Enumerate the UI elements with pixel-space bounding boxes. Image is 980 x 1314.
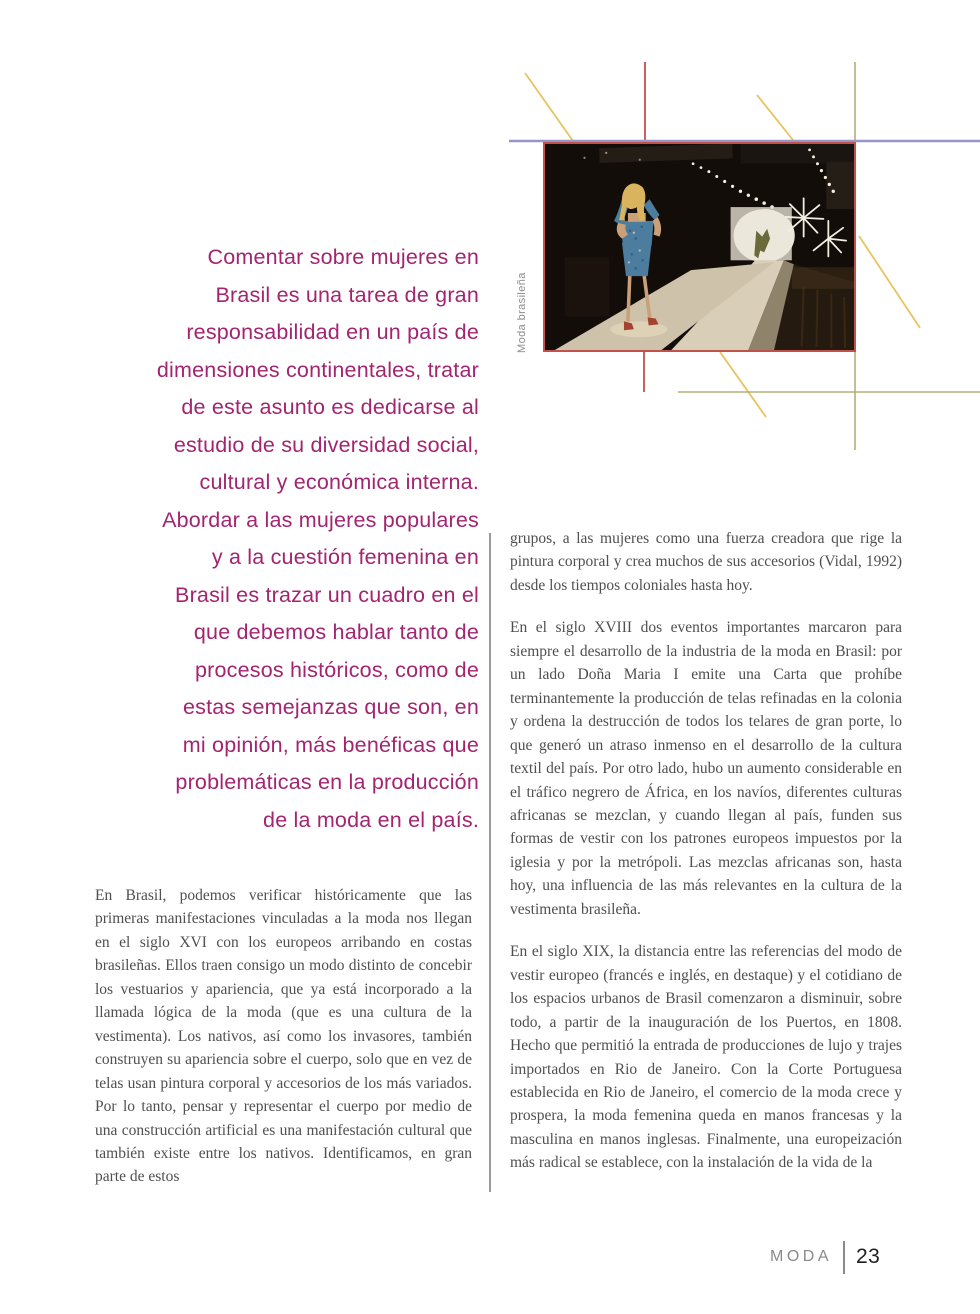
pull-quote-line: Abordar a las mujeres populares bbox=[162, 507, 479, 532]
pull-quote-line: de la moda en el país. bbox=[263, 807, 479, 832]
pull-quote-line: que debemos hablar tanto de bbox=[193, 620, 479, 644]
pull-quote-line: estas semejanzas que son, en bbox=[182, 695, 479, 719]
column-divider bbox=[489, 533, 491, 1192]
decor-diagonal-yellow-3 bbox=[859, 236, 920, 328]
pull-quote-line: dimensiones continentales, tratar bbox=[156, 357, 479, 382]
pull-quote-line: problemáticas en la producción bbox=[175, 770, 479, 794]
pull-quote-line: y a la cuestión femenina en bbox=[211, 545, 479, 569]
photo-caption: Moda brasileña bbox=[516, 272, 528, 353]
pull-quote-line: Brasil es una tarea de gran bbox=[215, 282, 479, 307]
pull-quote-line: mi opinión, más benéficas que bbox=[182, 732, 479, 757]
footer-section-label: MODA bbox=[770, 1248, 832, 1265]
decor-diagonal-yellow-2 bbox=[757, 95, 793, 140]
body-paragraph: En el siglo XVIII dos eventos importantes marcaron para siempre el desarrollo de la industria de la moda en Brasil: por un lado Doña Maria I emite una Carta que prohíbe terminantemente la producción de telas refinadas en la colonia y ordena la destrucción de todos los telares de gran porte, lo que generó un atraso inmenso en el desarrollo de la cultura textil del país. Por otro lado, hubo un aumento considerable en el tráfico negrero de África, en los navíos, diferentes culturas africanas se mezclan, y cuando llegan al país, funden sus formas de vestir con los patrones europeos impuestos por la iglesia y por la metrópoli. Las mezclas africanas son, hasta hoy, una influencia de las más relevantes en la cultura de la vestimenta brasileña. bbox=[510, 619, 902, 918]
pull-quote-line: estudio de su diversidad social, bbox=[173, 432, 479, 457]
page-number: 23 bbox=[856, 1245, 881, 1268]
left-column bbox=[95, 884, 472, 1208]
fashion-runway-photo bbox=[543, 142, 856, 352]
pull-quote-line: de este asunto es dedicarse al bbox=[181, 395, 479, 419]
page-footer bbox=[770, 1239, 880, 1275]
pull-quote-line: responsabilidad en un país de bbox=[186, 320, 479, 344]
body-paragraph: grupos, a las mujeres como una fuerza creadora que rige la pintura corporal y crea muchos de sus accesorios (Vidal, 1992) desde los tiempos coloniales hasta hoy. bbox=[510, 530, 902, 594]
pull-quote-line: procesos históricos, como de bbox=[194, 657, 479, 682]
decor-diagonal-yellow-1 bbox=[525, 73, 573, 141]
pull-quote bbox=[116, 239, 479, 839]
right-column bbox=[510, 527, 902, 1194]
pull-quote-line: Comentar sobre mujeres en bbox=[207, 245, 479, 269]
decor-diagonal-yellow-4 bbox=[720, 352, 766, 417]
footer-divider-bar bbox=[843, 1241, 845, 1274]
pull-quote-line: Brasil es trazar un cuadro en el bbox=[175, 582, 479, 607]
body-paragraph: En el siglo XIX, la distancia entre las referencias del modo de vestir europeo (francés e inglés, en destaque) y el cotidiano de los espacios urbanos de Brasil comenzaron a disminuir, sobre todo, a partir de la inauguración de los Puertos, en 1808. Hecho que permitió la entrada de producciones de lujo y trajes importados en Rio de Janeiro. Con la Corte Portuguesa establecida en Rio de Janeiro, el comercio de la moda crece y prospera, la moda femenina queda en manos francesas y la masculina en manos inglesas. Finalmente, una europeización más radical se establece, con la instalación de la vida de la bbox=[510, 943, 902, 1172]
runway-scene bbox=[545, 144, 854, 350]
body-paragraph: En Brasil, podemos verificar históricamente que las primeras manifestaciones vinculadas a la moda nos llegan en el siglo XVI con los europeos arribando en costas brasileñas. Ellos traen consigo un modo distinto de concebir los vestuarios y apariencia, que ya está incorporado a la llamada lógica de la moda (que es una cultura de la vestimenta). Los nativos, así como los invasores, también construyen su apariencia sobre el cuerpo, solo que en vez de telas usan pintura corporal y accesorios de los más variados. Por lo tanto, pensar y representar el cuerpo por medio de una construcción artificial es una manifestación cultural que también existe entre los nativos. Identificamos, en gran parte de estos bbox=[95, 887, 472, 1186]
pull-quote-line: cultural y económica interna. bbox=[199, 470, 479, 494]
